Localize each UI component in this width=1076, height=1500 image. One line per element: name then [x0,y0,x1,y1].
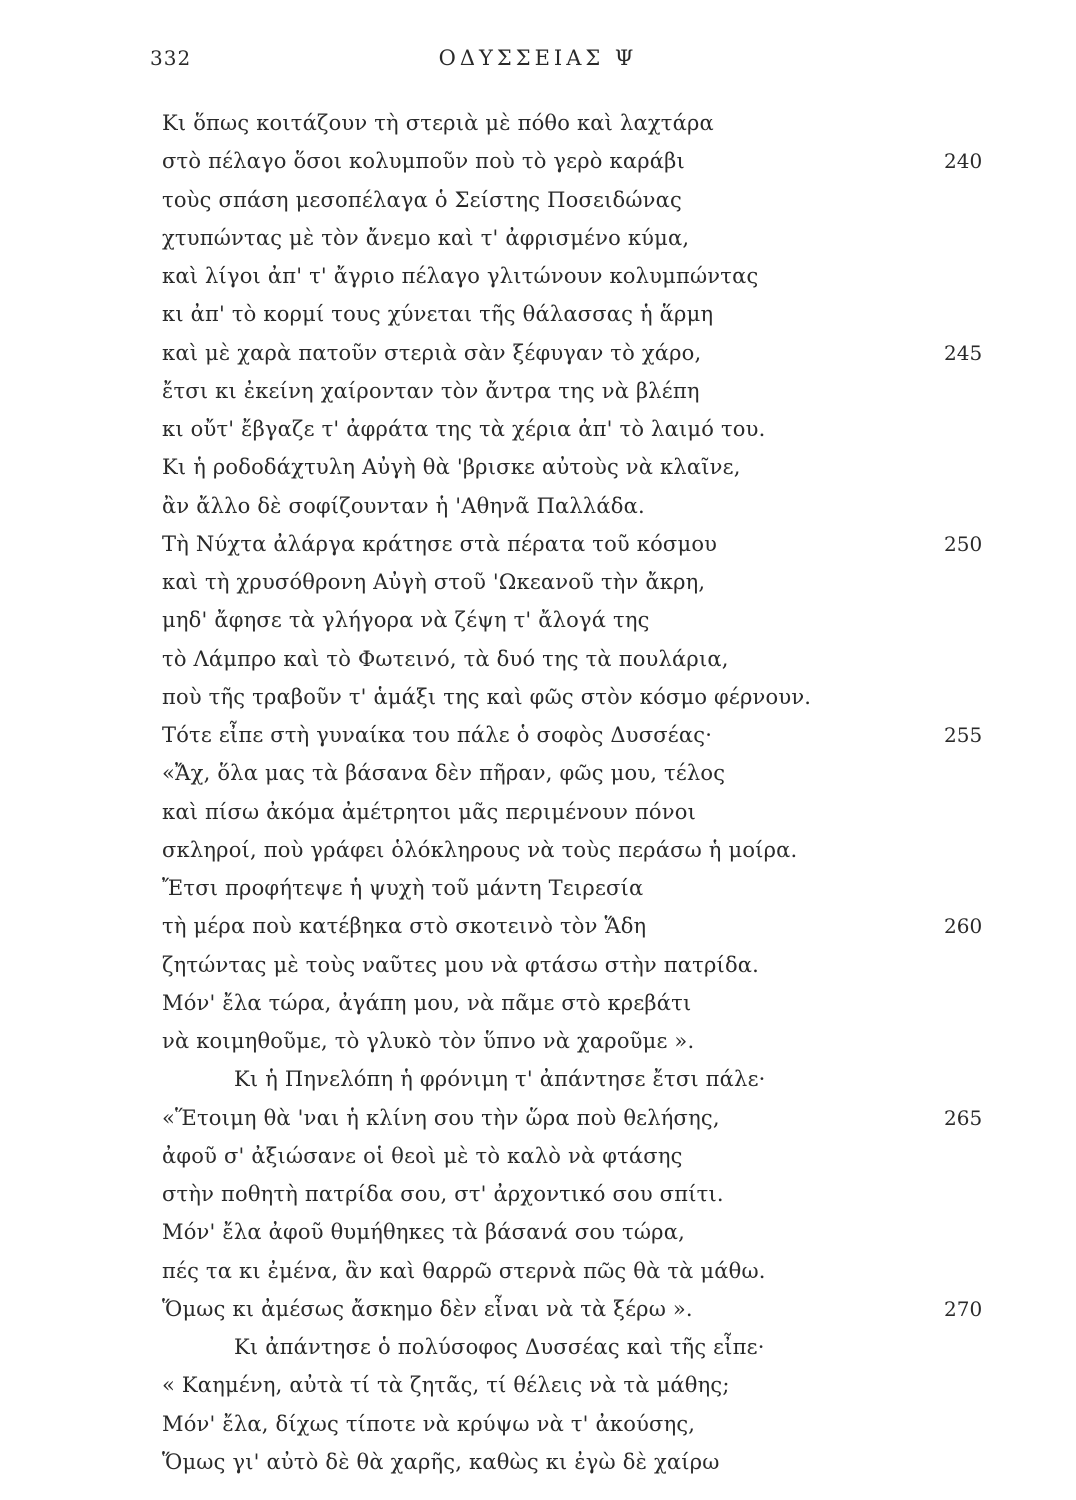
verse-line [0,257,1076,295]
verse-line [0,563,1076,601]
verse-line [0,104,1076,142]
verse-line [0,1328,1076,1366]
verse-line [0,1252,1076,1290]
verse-text: καὶ μὲ χαρὰ πατοῦν στεριὰ σὰν ξέφυγαν τὸ χάρο, [162,340,702,365]
verse-text: κι οὔτ' ἔβγαζε τ' ἀφράτα της τὰ χέρια ἀπ' τὸ λαιμό του. [162,417,766,441]
line-number: 265 [944,1105,983,1130]
verse-text: ποὺ τῆς τραβοῦν τ' ἁμάξι της καὶ φῶς στὸν κόσμο φέρνουν. [162,684,812,709]
verse-text: Κι ἡ ροδοδάχτυλη Αὐγὴ θὰ 'βρισκε αὐτοὺς νὰ κλαῖνε, [162,455,741,480]
verse-line [0,869,1076,907]
verse-text: στὴν ποθητὴ πατρίδα σου, στ' ἀρχοντικό σου σπίτι. [162,1182,724,1206]
verse-text: «Ἕτοιμη θὰ 'ναι ἡ κλίνη σου τὴν ὥρα ποὺ θελήσης, [162,1105,720,1130]
verse-text: Ἔτσι προφήτεψε ἡ ψυχὴ τοῦ μάντη Τειρεσία [162,876,644,900]
verse-text: Μόν' ἔλα ἀφοῦ θυμήθηκες τὰ βάσανά σου τώρα, [162,1220,685,1245]
verse-line [0,1022,1076,1060]
verse-text: καὶ λίγοι ἀπ' τ' ἄγριο πέλαγο γλιτώνουν κολυμπώντας [162,264,759,288]
verse-line [0,946,1076,984]
verse-line [0,1099,1076,1137]
verse-text: χτυπώντας μὲ τὸν ἄνεμο καὶ τ' ἀφρισμένο κύμα, [162,225,690,250]
verse-text: « Καημένη, αὐτὰ τί τὰ ζητᾶς, τί θέλεις νὰ τὰ μάθης; [162,1373,730,1398]
verse-line [0,142,1076,180]
page-header [0,44,1076,84]
verse-text: Μόν' ἔλα τώρα, ἀγάπη μου, νὰ πᾶμε στὸ κρεβάτι [162,990,692,1015]
verse-text: Μόν' ἔλα, δίχως τίποτε νὰ κρύψω νὰ τ' ἀκούσης, [162,1411,696,1436]
verse-line [0,601,1076,639]
line-number: 270 [944,1296,983,1321]
verse-line [0,754,1076,792]
verse-text: καὶ τὴ χρυσόθρονη Αὐγὴ στοῦ 'Ωκεανοῦ τὴν ἄκρη, [162,570,706,594]
verse-line [0,831,1076,869]
line-number: 250 [944,531,983,556]
verse-line [0,678,1076,716]
verse-text: Κι ἀπάντησε ὁ πολύσοφος Δυσσέας καὶ τῆς εἶπε· [234,1335,765,1359]
verse-text: ἀφοῦ σ' ἀξιώσανε οἱ θεοὶ μὲ τὸ καλὸ νὰ φτάσης [162,1143,683,1168]
poem-text [0,104,1076,1481]
verse-line [0,1137,1076,1175]
verse-line [0,295,1076,333]
verse-text: Ὅμως γι' αὐτὸ δὲ θὰ χαρῆς, καθὼς κι ἐγὼ δὲ χαίρω [162,1449,720,1474]
verse-text: ἂν ἄλλο δὲ σοφίζουνταν ἡ 'Αθηνᾶ Παλλάδα. [162,493,645,518]
verse-line [0,1175,1076,1213]
verse-line [0,1366,1076,1404]
line-number: 240 [944,149,983,174]
verse-line [0,793,1076,831]
verse-text: τὴ μέρα ποὺ κατέβηκα στὸ σκοτεινὸ τὸν Ἅδη [162,914,647,939]
page-number: 332 [150,46,192,70]
verse-text: καὶ πίσω ἀκόμα ἀμέτρητοι μᾶς περιμένουν πόνοι [162,799,697,824]
verse-text: κι ἀπ' τὸ κορμί τους χύνεται τῆς θάλασσας ἡ ἅρμη [162,302,714,327]
verse-text: ἔτσι κι ἐκείνη χαίρονταν τὸν ἄντρα της νὰ βλέπη [162,378,700,403]
verse-line [0,181,1076,219]
verse-text: τοὺς σπάση μεσοπέλαγα ὁ Σείστης Ποσειδώνας [162,187,682,212]
verse-text: Ὅμως κι ἀμέσως ἄσκημο δὲν εἶναι νὰ τὰ ξέρω ». [162,1296,693,1321]
verse-line [0,334,1076,372]
verse-line [0,1213,1076,1251]
verse-line [0,448,1076,486]
verse-line [0,410,1076,448]
verse-text: σκληροί, ποὺ γράφει ὁλόκληρους νὰ τοὺς περάσω ἡ μοίρα. [162,837,798,862]
verse-text: «Ἄχ, ὅλα μας τὰ βάσανα δὲν πῆραν, φῶς μου, τέλος [162,761,726,786]
verse-line [0,525,1076,563]
verse-line [0,1290,1076,1328]
verse-line [0,640,1076,678]
verse-text: Κι ἡ Πηνελόπη ἡ φρόνιμη τ' ἀπάντησε ἔτσι πάλε· [234,1067,766,1092]
verse-line [0,984,1076,1022]
verse-text: τὸ Λάμπρο καὶ τὸ Φωτεινό, τὰ δυό της τὰ πουλάρια, [162,646,729,671]
verse-line [0,907,1076,945]
verse-text: Τὴ Νύχτα ἀλάργα κράτησε στὰ πέρατα τοῦ κόσμου [162,531,718,556]
verse-text: πές τα κι ἐμένα, ἂν καὶ θαρρῶ στερνὰ πῶς θὰ τὰ μάθω. [162,1258,766,1283]
verse-line [0,487,1076,525]
verse-text: στὸ πέλαγο ὅσοι κολυμποῦν ποὺ τὸ γερὸ καράβι [162,149,685,174]
line-number: 260 [944,914,983,939]
verse-line [0,1443,1076,1481]
verse-text: Τότε εἶπε στὴ γυναίκα του πάλε ὁ σοφὸς Δυσσέας· [162,723,713,747]
verse-line [0,219,1076,257]
line-number: 255 [944,723,983,747]
line-number: 245 [944,340,983,365]
verse-text: Κι ὅπως κοιτάζουν τὴ στεριὰ μὲ πόθο καὶ λαχτάρα [162,111,714,135]
verse-line [0,372,1076,410]
verse-line [0,716,1076,754]
verse-line [0,1060,1076,1098]
verse-text: νὰ κοιμηθοῦμε, τὸ γλυκὸ τὸν ὕπνο νὰ χαροῦμε ». [162,1029,695,1053]
verse-text: μηδ' ἄφησε τὰ γλήγορα νὰ ζέψη τ' ἄλογά της [162,608,650,633]
verse-text: ζητώντας μὲ τοὺς ναῦτες μου νὰ φτάσω στὴν πατρίδα. [162,952,760,977]
running-title: ΟΔΥΣΣΕΙΑΣ Ψ [438,46,638,70]
verse-line [0,1405,1076,1443]
